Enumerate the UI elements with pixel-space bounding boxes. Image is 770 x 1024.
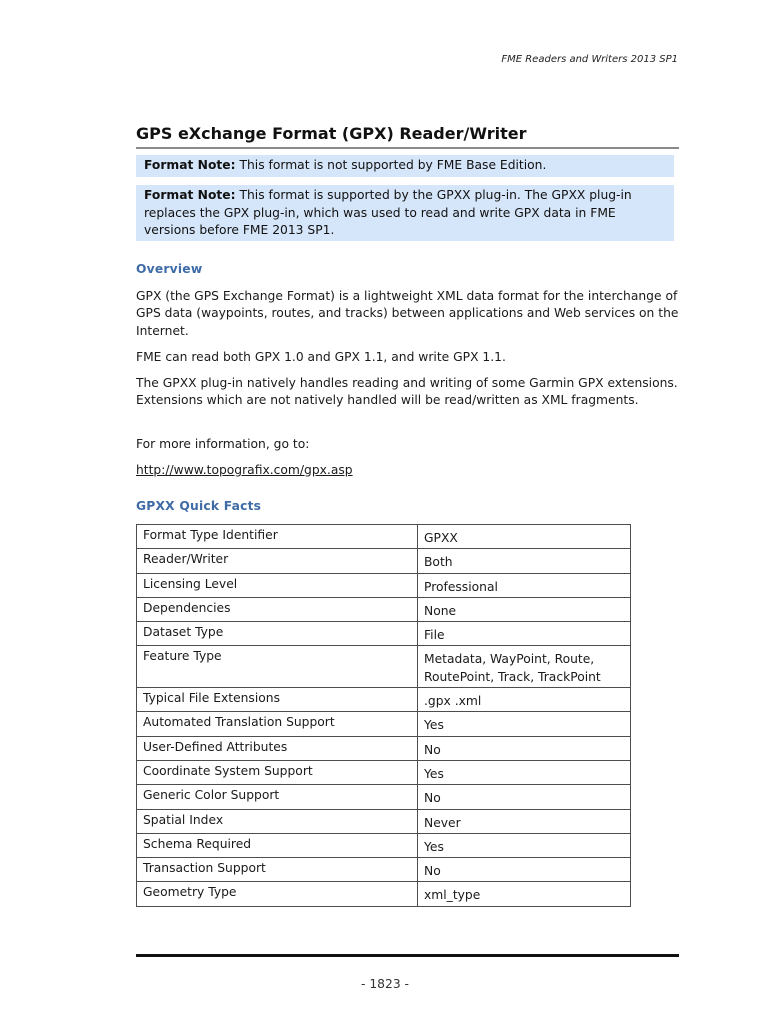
- fact-value-cell: .gpx .xml: [418, 688, 631, 712]
- fact-value-cell: Metadata, WayPoint, Route, RoutePoint, Track, TrackPoint: [418, 646, 631, 688]
- fact-key-cell: Feature Type: [137, 646, 418, 688]
- fact-value-cell: No: [418, 785, 631, 809]
- fact-key-cell: Generic Color Support: [137, 785, 418, 809]
- fact-value-cell: Never: [418, 809, 631, 833]
- table-row: [137, 622, 631, 646]
- table-row: [137, 597, 631, 621]
- table-row: [137, 760, 631, 784]
- table-row: [137, 549, 631, 573]
- fact-key-cell: Format Type Identifier: [137, 525, 418, 549]
- format-note-base-edition: [136, 155, 674, 177]
- fact-value-cell: No: [418, 858, 631, 882]
- fact-value-cell: xml_type: [418, 882, 631, 906]
- overview-paragraph-3: The GPXX plug-in natively handles reading and writing of some Garmin GPX extensions. Extensions which are not natively handled will be read/written as XML fragments.: [136, 376, 678, 408]
- table-row: [137, 573, 631, 597]
- fact-key-cell: User-Defined Attributes: [137, 736, 418, 760]
- table-row: [137, 882, 631, 906]
- running-header: FME Readers and Writers 2013 SP1: [501, 54, 678, 65]
- format-note-plugin: [136, 185, 674, 241]
- table-row: [137, 646, 631, 688]
- quick-facts-table: [136, 524, 631, 907]
- table-row: [137, 858, 631, 882]
- fact-value-cell: Both: [418, 549, 631, 573]
- fact-key-cell: Geometry Type: [137, 882, 418, 906]
- fact-key-cell: Coordinate System Support: [137, 760, 418, 784]
- fact-value-cell: Yes: [418, 760, 631, 784]
- table-row: [137, 736, 631, 760]
- fact-value-cell: GPXX: [418, 525, 631, 549]
- overview-link-line: [136, 462, 681, 479]
- table-row: [137, 525, 631, 549]
- fact-key-cell: Spatial Index: [137, 809, 418, 833]
- fact-key-cell: Reader/Writer: [137, 549, 418, 573]
- fact-key-cell: Licensing Level: [137, 573, 418, 597]
- fact-key-cell: Dataset Type: [137, 622, 418, 646]
- footer-rule: [136, 954, 679, 957]
- table-row: [137, 712, 631, 736]
- overview-heading: Overview: [136, 262, 203, 276]
- format-note-label: Format Note:: [144, 158, 236, 172]
- fact-value-cell: No: [418, 736, 631, 760]
- fact-value-cell: None: [418, 597, 631, 621]
- fact-key-cell: Typical File Extensions: [137, 688, 418, 712]
- format-note-text: This format is supported by the GPXX plug-in. The GPXX plug-in replaces the GPX plug-in, which was used to read and write GPX data in FME versions before FME 2013 SP1.: [144, 188, 632, 237]
- fact-value-cell: File: [418, 622, 631, 646]
- fact-value-cell: Yes: [418, 833, 631, 857]
- table-row: [137, 809, 631, 833]
- format-note-label: Format Note:: [144, 188, 236, 202]
- fact-value-cell: Professional: [418, 573, 631, 597]
- overview-paragraph-4: For more information, go to:: [136, 437, 310, 451]
- table-row: [137, 833, 631, 857]
- table-row: [137, 688, 631, 712]
- page-number: - 1823 -: [361, 977, 409, 991]
- quick-facts-heading: GPXX Quick Facts: [136, 499, 262, 513]
- gpx-spec-link[interactable]: http://www.topografix.com/gpx.asp: [136, 463, 353, 477]
- table-row: [137, 785, 631, 809]
- fact-key-cell: Schema Required: [137, 833, 418, 857]
- page-title: GPS eXchange Format (GPX) Reader/Writer: [136, 124, 679, 149]
- fact-value-cell: Yes: [418, 712, 631, 736]
- overview-paragraph-1: GPX (the GPS Exchange Format) is a lightweight XML data format for the interchange of GPS data (waypoints, routes, and tracks) between applications and Web services on the Internet.: [136, 289, 679, 338]
- fact-key-cell: Automated Translation Support: [137, 712, 418, 736]
- quick-facts-table-body: [137, 525, 631, 907]
- fact-key-cell: Transaction Support: [137, 858, 418, 882]
- overview-paragraph-2: FME can read both GPX 1.0 and GPX 1.1, and write GPX 1.1.: [136, 350, 506, 364]
- format-note-text: This format is not supported by FME Base Edition.: [235, 158, 547, 172]
- fact-key-cell: Dependencies: [137, 597, 418, 621]
